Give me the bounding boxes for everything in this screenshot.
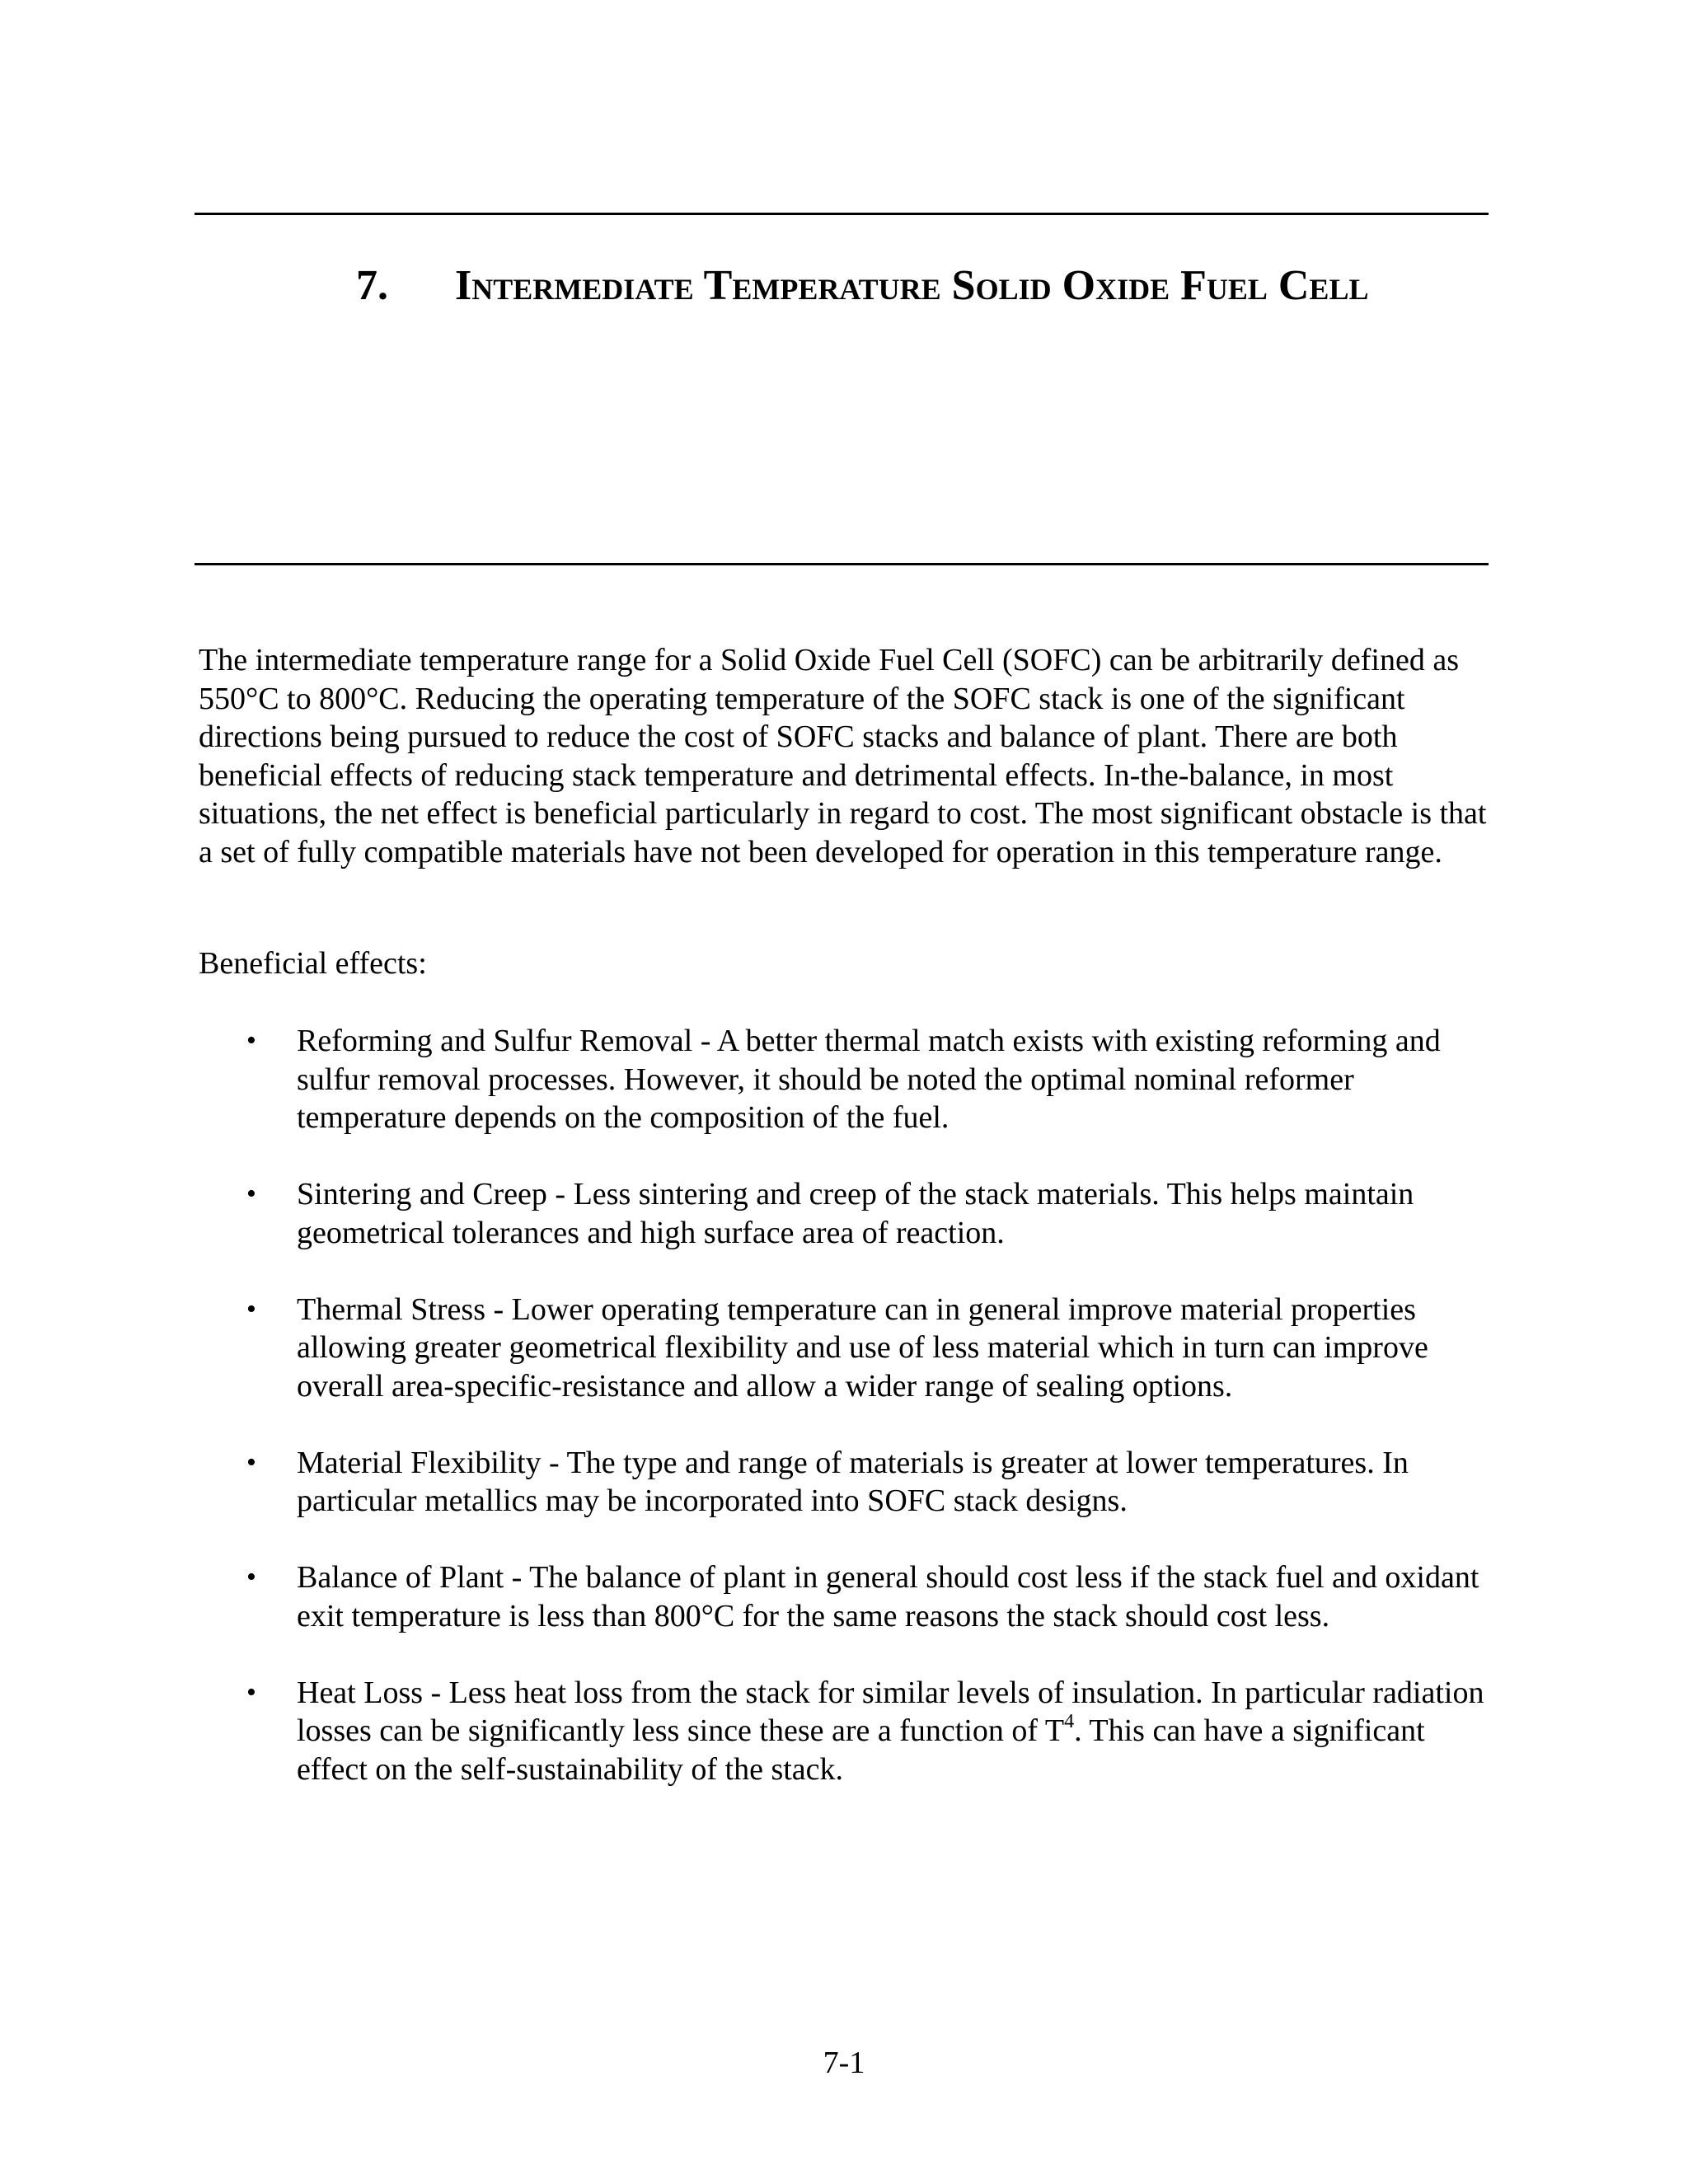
- list-item-material-flexibility: [199, 1444, 1501, 1521]
- list-item-text: Sintering and Creep - Less sintering and creep of the stack materials. This helps maintain geometrical tolerances and high surface area of reaction.: [297, 1177, 1414, 1250]
- heat-loss-text-before: Heat Loss - Less heat loss from the stack for similar levels of insulation. In particular radiation losses can be significantly less since these are a function of T: [297, 1675, 1484, 1748]
- bullet-icon: •: [246, 1293, 256, 1324]
- list-item-heat-loss: [199, 1674, 1501, 1789]
- beneficial-effects-label: Beneficial effects:: [199, 946, 427, 981]
- list-item-text: Material Flexibility - The type and range of materials is greater at lower temperatures. In particular metallics may be incorporated into SOFC stack designs.: [297, 1445, 1409, 1518]
- page-number: 7-1: [823, 2046, 865, 2080]
- bullet-icon: •: [246, 1446, 256, 1478]
- top-rule: [195, 213, 1489, 215]
- chapter-number: 7.: [356, 262, 388, 309]
- bullet-icon: •: [246, 1676, 256, 1708]
- bottom-rule: [195, 563, 1489, 565]
- beneficial-effects-list: [199, 1022, 1501, 1827]
- bullet-icon: •: [246, 1179, 256, 1209]
- list-item-text: Thermal Stress - Lower operating temperature can in general improve material properties allowing greater geometrical flexibility and use of less material which in turn can improve overall area-specific-resistance and allow a wider range of sealing options.: [297, 1291, 1428, 1404]
- list-item-sintering: [199, 1175, 1501, 1252]
- heat-loss-text-after: . This can have a significant effect on the self-sustainability of the stack.: [297, 1713, 1425, 1787]
- intro-paragraph: The intermediate temperature range for a Solid Oxide Fuel Cell (SOFC) can be arbitrarily defined as 550°C to 800°C. Reducing the operating temperature of the SOFC stack is one of the significant directions being pursued to reduce the cost of SOFC stacks and balance of plant. There are both beneficial effects of reducing stack temperature and detrimental effects. In-the-balance, in most situations, the net effect is beneficial particularly in regard to cost. The most significant obstacle is that a set of fully compatible materials have not been developed for operation in this temperature range.: [199, 643, 1487, 869]
- chapter-heading: [356, 257, 1510, 315]
- list-item-text: [297, 1675, 1484, 1787]
- list-item-reforming: [199, 1022, 1501, 1137]
- list-item-thermal-stress: [199, 1291, 1501, 1406]
- list-item-text: Balance of Plant - The balance of plant in general should cost less if the stack fuel and oxidant exit temperature is less than 800°C for the same reasons the stack should cost less.: [297, 1560, 1479, 1633]
- superscript-exponent: 4: [1064, 1711, 1075, 1732]
- list-item-balance-of-plant: [199, 1558, 1501, 1635]
- list-item-text: Reforming and Sulfur Removal - A better thermal match exists with existing reforming and sulfur removal processes. However, it should be noted the optimal nominal reformer temperature depends on the composition of the fuel.: [297, 1024, 1441, 1135]
- bullet-icon: •: [246, 1562, 256, 1592]
- bullet-icon: •: [246, 1025, 256, 1056]
- chapter-title: Intermediate Temperature Solid Oxide Fuel Cell: [455, 262, 1369, 309]
